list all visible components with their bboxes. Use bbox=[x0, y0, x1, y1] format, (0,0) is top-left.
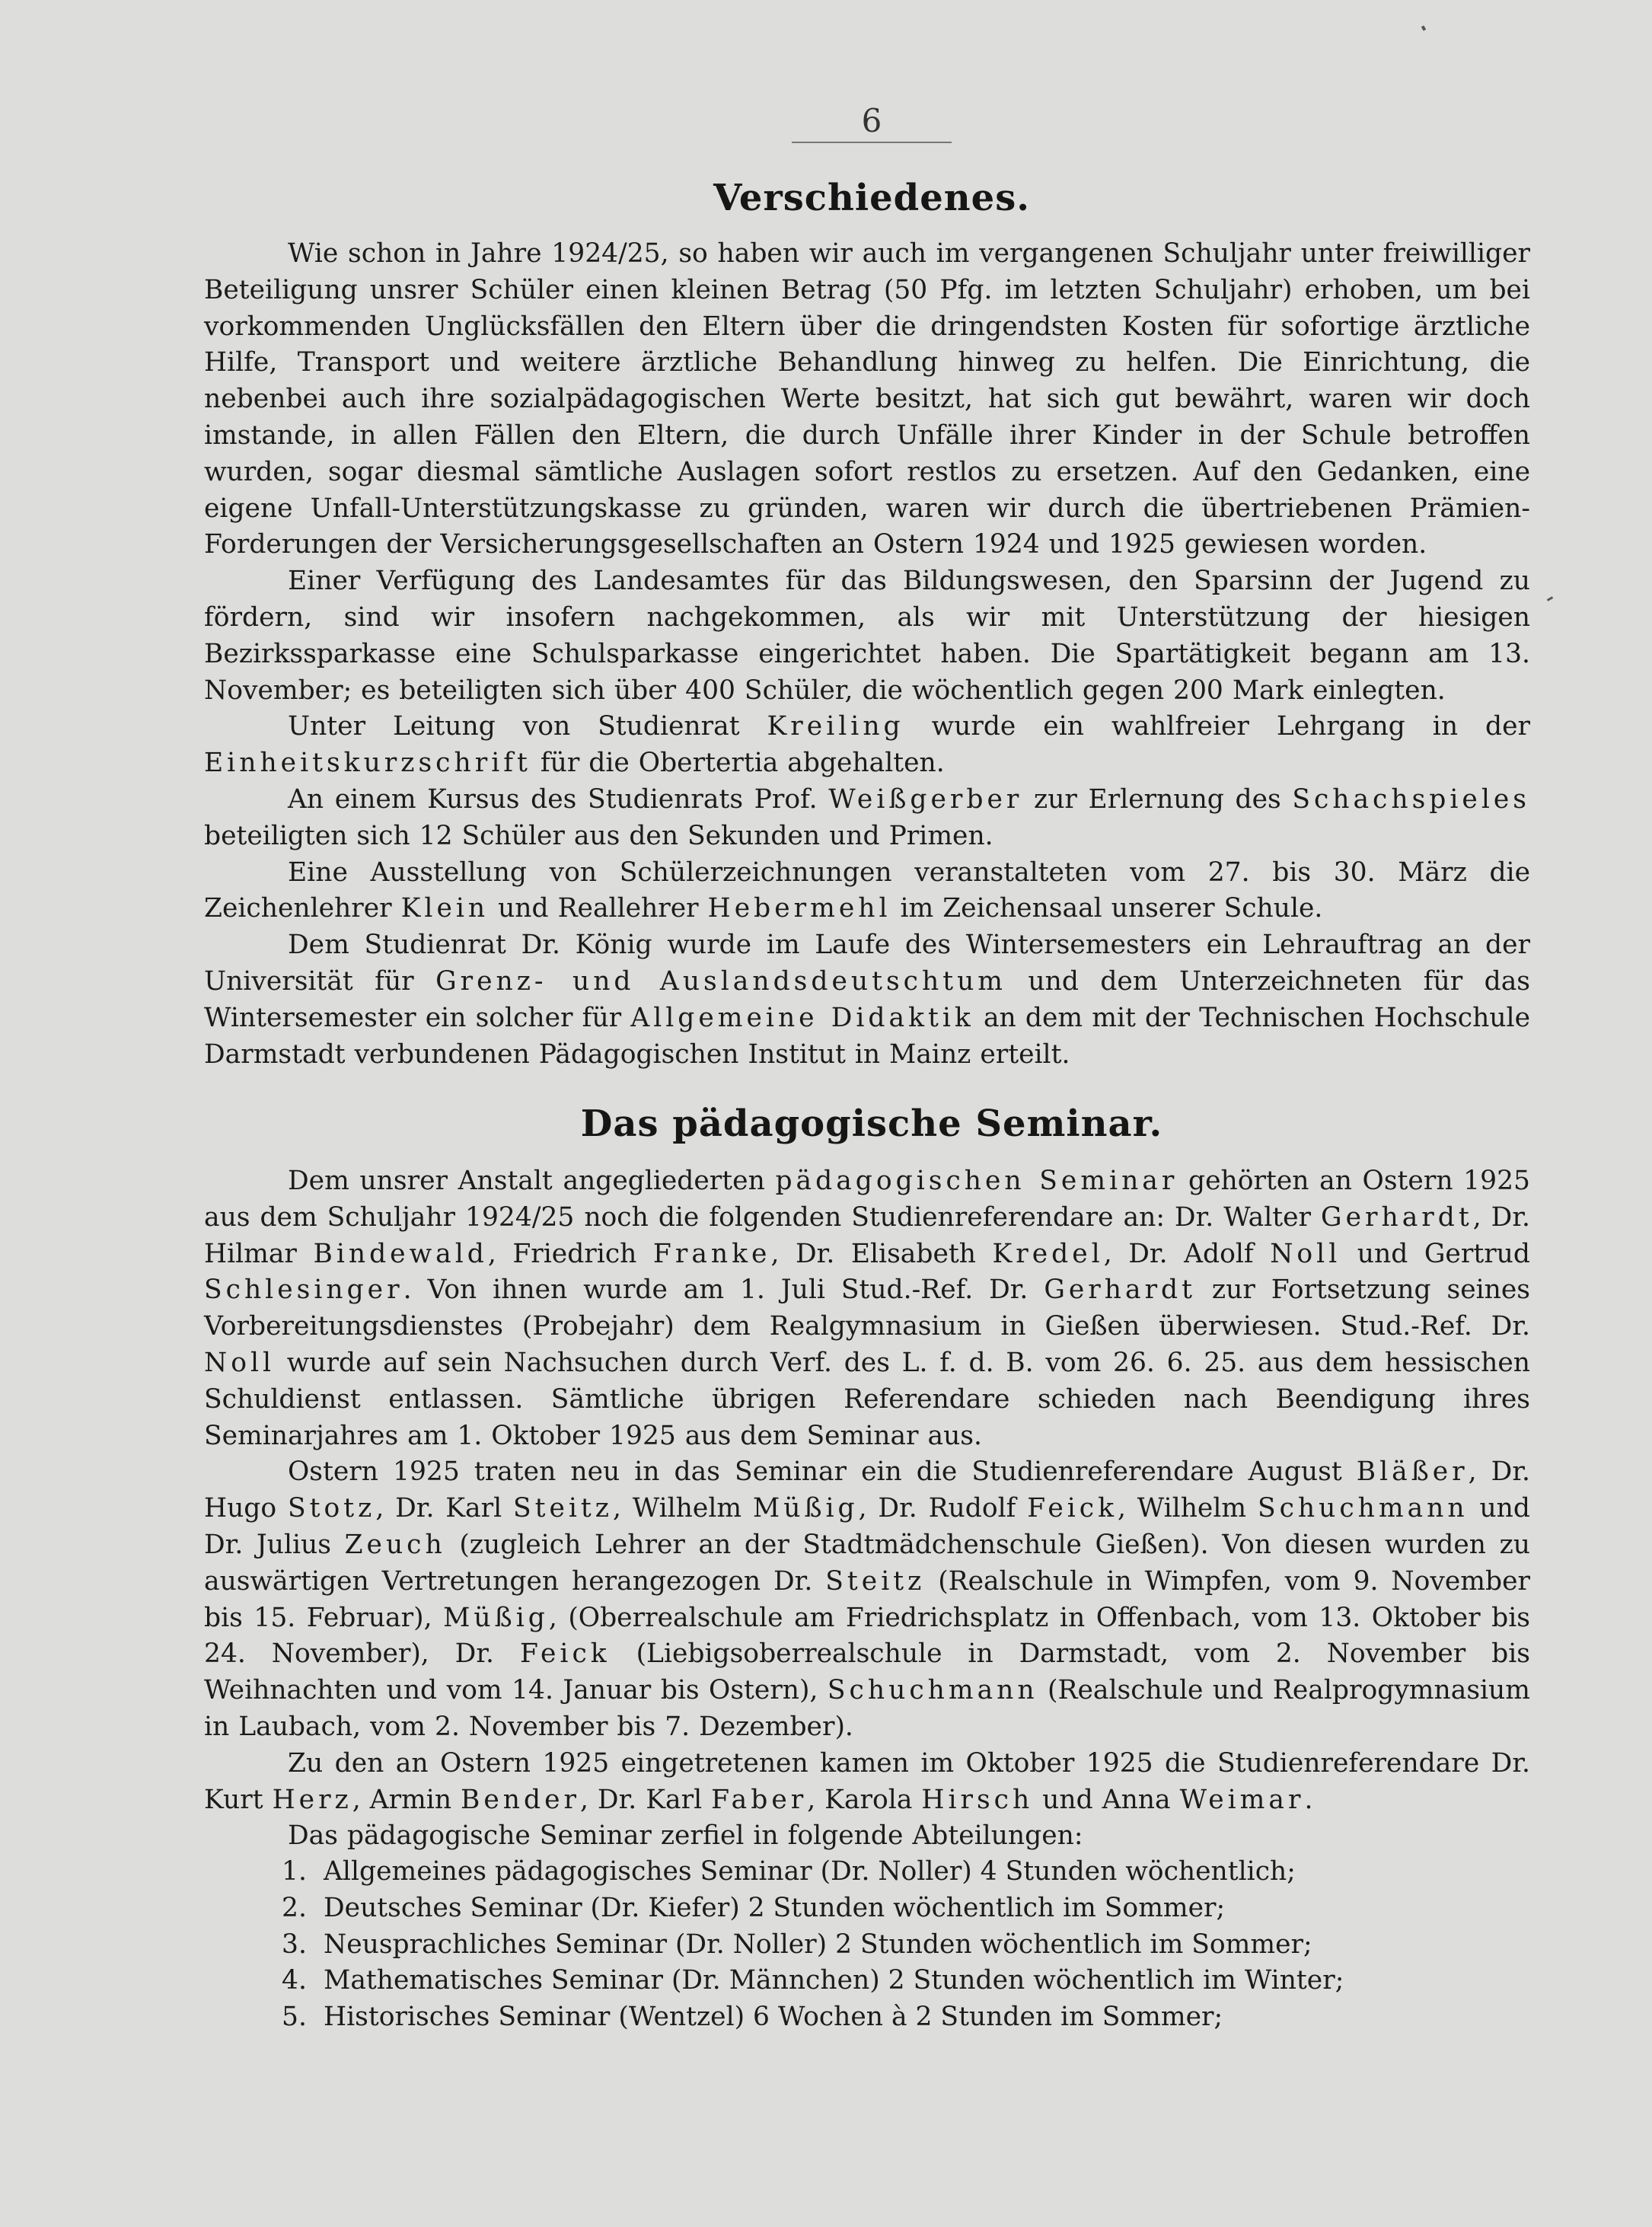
section-title-verschiedenes: Verschiedenes. bbox=[713, 177, 1030, 219]
page-number: 6 bbox=[861, 102, 882, 139]
list-item: 3. Neusprachliches Seminar (Dr. Noller) 2 Stunden wöchentlich im Sommer; bbox=[282, 1929, 1312, 1960]
list-item: 1. Allgemeines pädagogisches Seminar (Dr. Noller) 4 Stunden wöchentlich; bbox=[282, 1856, 1296, 1887]
paragraph-teaching-assignments: Dem Studienrat Dr. König wurde im Laufe des Wintersemesters ein Lehrauftrag an der Universität für Grenz- und Auslandsdeutschtum und dem Unterzeichneten für das Wintersemester ein solcher für Allgemeine Didaktik an dem mit der Technischen Hochschule Darmstadt verbundenen Pädagogischen Institut in Mainz erteilt. bbox=[204, 930, 1531, 1070]
seminar-divisions-list bbox=[282, 1854, 1530, 2036]
paragraph-october-referendare: Zu den an Ostern 1925 eingetretenen kamen im Oktober 1925 die Studienreferendare Dr. Kurt Herz, Armin Bender, Dr. Karl Faber, Karola Hirsch und Anna Weimar. bbox=[204, 1747, 1530, 1815]
margin-mark bbox=[1421, 25, 1426, 30]
paragraph-accident-fund: Wie schon in Jahre 1924/25, so haben wir auch im vergangenen Schuljahr unter freiwilliger Beteiligung unsrer Schüler einen kleinen Betrag (50 Pfg. im letzten Schuljahr) erhoben, um bei vorkommenden Unglücksfällen den Eltern über die dringendsten Kosten für sofortige ärztliche Hilfe, Transport und weitere ärztliche Behandlung hinweg zu helfen. Die Einrichtung, die nebenbei auch ihre sozialpädagogischen Werte besitzt, hat sich gut bewährt, waren wir doch imstande, in allen Fällen den Eltern, die durch Unfälle ihrer Kinder in der Schule betroffen wurden, sogar diesmal sämtliche Auslagen sofort restlos zu ersetzen. Auf den Gedanken, eine eigene Unfall-Unterstützungskasse zu gründen, waren wir durch die übertriebenen Prämien-Forderungen der Versicherungsgesellschaften an Ostern 1924 und 1925 gewiesen worden. bbox=[204, 238, 1530, 560]
paragraph-school-savings: Einer Verfügung des Landesamtes für das Bildungswesen, den Sparsinn der Jugend zu fördern, sind wir insofern nachgekommen, als wir mit Unterstützung der hiesigen Bezirkssparkasse eine Schulsparkasse eingerichtet haben. Die Spartätigkeit begann am 13. November; es beteiligten sich über 400 Schüler, die wöchentlich gegen 200 Mark einlegten. bbox=[204, 566, 1530, 706]
header-rule bbox=[792, 142, 952, 143]
paragraph-new-referendare: Ostern 1925 traten neu in das Seminar ein die Studienreferendare August Bläßer, Dr. Hugo Stotz, Dr. Karl Steitz, Wilhelm Müßig, Dr. Rudolf Feick, Wilhelm Schuchmann und Dr. Julius Zeuch (zugleich Lehrer an der Stadtmädchenschule Gießen). Von diesen wurden zu auswärtigen Vertretungen herangezogen Dr. Steitz (Realschule in Wimpfen, vom 9. November bis 15. Februar), Müßig, (Oberrealschule am Friedrichsplatz in Offenbach, vom 13. Oktober bis 24. November), Dr. Feick (Liebigsoberrealschule in Darmstadt, vom 2. November bis Weihnachten und vom 14. Januar bis Ostern), Schuchmann (Realschule und Realprogymnasium in Laubach, vom 2. November bis 7. Dezember). bbox=[204, 1456, 1530, 1742]
paragraph-seminar-divisions: Das pädagogische Seminar zerfiel in folgende Abteilungen: bbox=[288, 1820, 1083, 1852]
paragraph-drawing-exhibition: Eine Ausstellung von Schülerzeichnungen veranstalteten vom 27. bis 30. März die Zeichenlehrer Klein und Reallehrer Hebermehl im Zeichensaal unserer Schule. bbox=[204, 857, 1530, 924]
paragraph-seminar-referendare: Dem unsrer Anstalt angegliederten pädagogischen Seminar gehörten an Ostern 1925 aus dem Schuljahr 1924/25 noch die folgenden Studienreferendare an: Dr. Walter Gerhardt, Dr. Hilmar Bindewald, Friedrich Franke, Dr. Elisabeth Kredel, Dr. Adolf Noll und Gertrud Schlesinger. Von ihnen wurde am 1. Juli Stud.-Ref. Dr. Gerhardt zur Fortsetzung seines Vorbereitungsdienstes (Probejahr) dem Realgymnasium in Gießen überwiesen. Stud.-Ref. Dr. Noll wurde auf sein Nachsuchen durch Verf. des L. f. d. B. vom 26. 6. 25. aus dem hessischen Schuldienst entlassen. Sämtliche übrigen Referendare schieden nach Beendigung ihres Seminarjahres am 1. Oktober 1925 aus dem Seminar aus. bbox=[204, 1166, 1530, 1451]
list-item: 2. Deutsches Seminar (Dr. Kiefer) 2 Stunden wöchentlich im Sommer; bbox=[282, 1892, 1226, 1923]
paragraph-chess-course: An einem Kursus des Studienrats Prof. Weißgerber zur Erlernung des Schachspieles beteiligten sich 12 Schüler aus den Sekunden und Primen. bbox=[204, 783, 1530, 851]
margin-mark bbox=[1547, 596, 1553, 601]
paragraph-shorthand-course: Unter Leitung von Studienrat Kreiling wurde ein wahlfreier Lehrgang in der Einheitskurzschrift für die Obertertia abgehalten. bbox=[204, 711, 1530, 779]
section-seminar-body bbox=[204, 1163, 1530, 1855]
section-title-seminar: Das pädagogische Seminar. bbox=[580, 1102, 1163, 1145]
list-item: 5. Historisches Seminar (Wentzel) 6 Wochen à 2 Stunden im Sommer; bbox=[282, 2002, 1223, 2033]
section-verschiedenes-body bbox=[204, 236, 1530, 1073]
list-item: 4. Mathematisches Seminar (Dr. Männchen) 2 Stunden wöchentlich im Winter; bbox=[282, 1965, 1344, 1996]
